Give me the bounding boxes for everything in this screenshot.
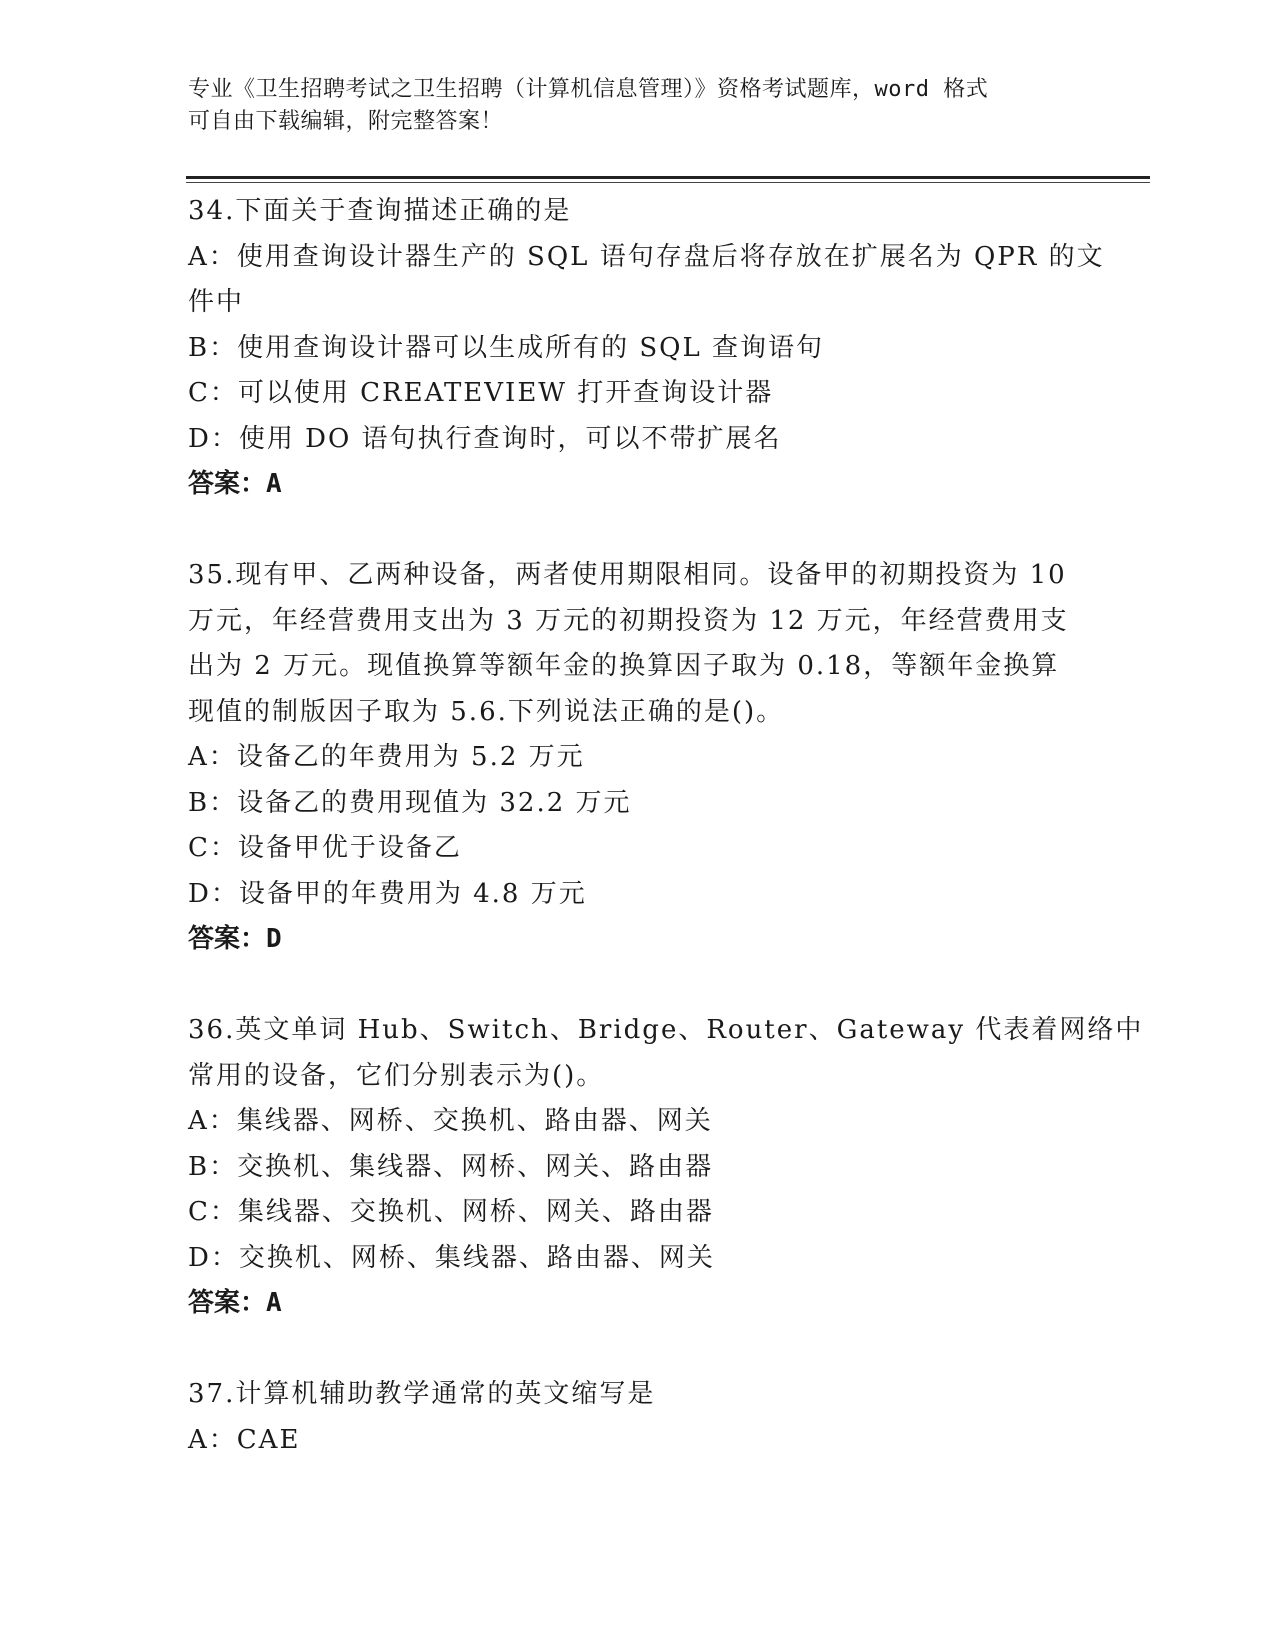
answer-key: 答案：D xyxy=(188,924,282,954)
answer-key: 答案：A xyxy=(188,1288,282,1318)
answer-option-line: D：交换机、网桥、集线器、路由器、网关 xyxy=(188,1242,715,1273)
question-block xyxy=(188,1008,1144,1327)
question-block xyxy=(188,189,1105,508)
question-spacer xyxy=(188,963,1088,1009)
question-stem-line: 现值的制版因子取为 5.6.下列说法正确的是()。 xyxy=(188,696,785,727)
question-stem-line: 35.现有甲、乙两种设备，两者使用期限相同。设备甲的初期投资为 10 xyxy=(188,560,1067,590)
answer-option-line: B：交换机、集线器、网桥、网关、路由器 xyxy=(188,1151,714,1182)
answer-key: 答案：A xyxy=(188,469,282,499)
answer-option xyxy=(188,781,1088,827)
question-spacer xyxy=(188,1327,1088,1373)
question-stem-line: 万元，年经营费用支出为 3 万元的初期投资为 12 万元，年经营费用支 xyxy=(188,605,1069,636)
answer-option-line: B：使用查询设计器可以生成所有的 SQL 查询语句 xyxy=(188,332,825,363)
question-block xyxy=(188,1372,1088,1463)
answer-option-line: 件中 xyxy=(188,287,245,317)
header-divider-thick xyxy=(186,176,1150,179)
question-block xyxy=(188,553,1088,963)
document-header xyxy=(188,74,1068,138)
answer-option xyxy=(188,1099,1088,1145)
answer-option-line: A：CAE xyxy=(188,1424,301,1455)
answer-option-line: C：集线器、交换机、网桥、网关、路由器 xyxy=(188,1197,714,1227)
header-line-2: 可自由下载编辑，附完整答案！ xyxy=(188,109,504,134)
answer-option-line: B：设备乙的费用现值为 32.2 万元 xyxy=(188,787,632,818)
answer-option xyxy=(188,1145,1088,1191)
question-list xyxy=(188,189,1144,1463)
answer-option xyxy=(188,1236,1088,1282)
question-spacer xyxy=(188,508,1088,554)
answer-option-line: D：使用 DO 语句执行查询时，可以不带扩展名 xyxy=(188,423,782,454)
header-line-1: 专业《卫生招聘考试之卫生招聘（计算机信息管理）》资格考试题库，word 格式 xyxy=(188,77,989,102)
question-stem-line: 常用的设备，它们分别表示为()。 xyxy=(188,1060,605,1091)
answer-option-line: C：设备甲优于设备乙 xyxy=(188,833,462,863)
answer-option xyxy=(188,735,1088,781)
question-stem-line: 36.英文单词 Hub、Switch、Bridge、Router、Gateway 代表着网络中 xyxy=(188,1015,1144,1045)
answer-option xyxy=(188,326,1088,372)
answer-option xyxy=(188,1418,1088,1464)
question-stem-line: 37.计算机辅助教学通常的英文缩写是 xyxy=(188,1379,656,1409)
answer-option xyxy=(188,371,1088,417)
answer-option xyxy=(188,826,1088,872)
header-divider-thin xyxy=(186,182,1150,183)
answer-option xyxy=(188,235,1105,326)
question-stem-line: 34.下面关于查询描述正确的是 xyxy=(188,196,572,226)
answer-option xyxy=(188,872,1088,918)
answer-option-line: A：设备乙的年费用为 5.2 万元 xyxy=(188,742,585,772)
answer-option-line: A：集线器、网桥、交换机、路由器、网关 xyxy=(188,1106,713,1136)
answer-option-line: D：设备甲的年费用为 4.8 万元 xyxy=(188,878,587,909)
question-stem-line: 出为 2 万元。现值换算等额年金的换算因子取为 0.18，等额年金换算 xyxy=(188,651,1060,681)
answer-option-line: C：可以使用 CREATEVIEW 打开查询设计器 xyxy=(188,378,774,408)
answer-option-line: A：使用查询设计器生产的 SQL 语句存盘后将存放在扩展名为 QPR 的文 xyxy=(188,241,1105,272)
answer-option xyxy=(188,417,1088,463)
answer-option xyxy=(188,1190,1088,1236)
